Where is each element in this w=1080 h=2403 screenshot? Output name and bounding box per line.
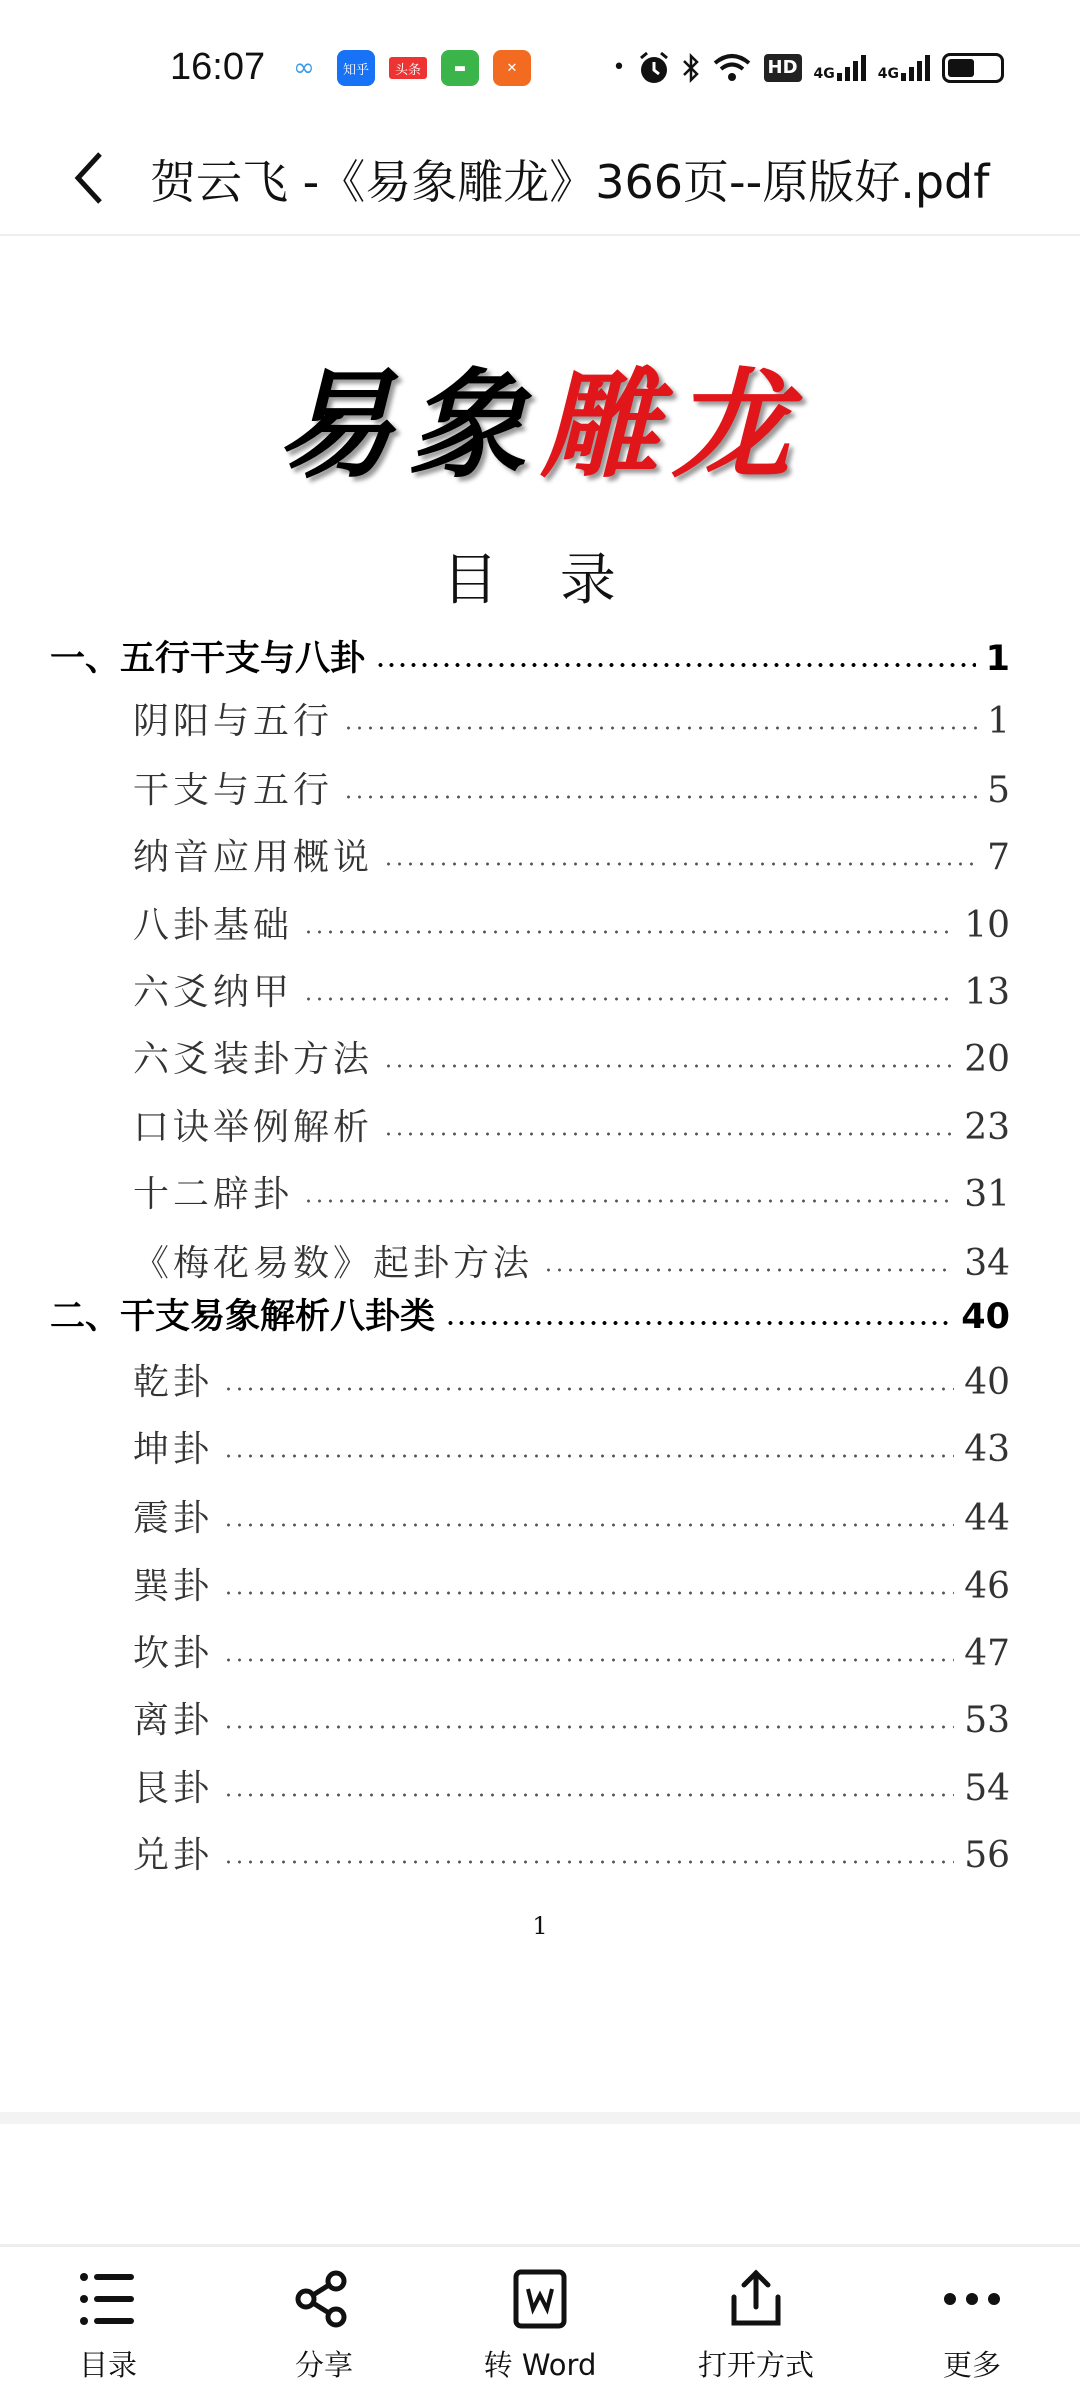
toc-entry[interactable] xyxy=(133,1035,1010,1085)
bluetooth-icon xyxy=(682,52,700,84)
toc-entry-page: 44 xyxy=(964,1498,1010,1540)
4g-signal-icon: 4G xyxy=(878,55,930,81)
status-time: 16:07 xyxy=(170,46,266,88)
toc-entry-label: 坤卦 xyxy=(133,1429,214,1471)
book-logo: 易象雕龙 xyxy=(275,355,805,494)
toc-entry[interactable] xyxy=(133,1831,1010,1881)
back-arrow-icon[interactable] xyxy=(66,148,116,208)
toc-button[interactable] xyxy=(0,2247,216,2403)
leader-dots xyxy=(383,1064,954,1068)
leader-dots xyxy=(223,1658,954,1662)
leader-dots xyxy=(223,1725,954,1729)
leader-dots xyxy=(223,1793,954,1797)
leader-dots xyxy=(543,1268,954,1272)
toc-entry[interactable] xyxy=(133,1425,1010,1475)
toc-entry-page: 46 xyxy=(964,1565,1010,1607)
toc-entry-label: 二、干支易象解析八卦类 xyxy=(50,1297,436,1338)
toc-entry[interactable] xyxy=(133,833,1010,883)
status-bar xyxy=(0,40,1080,96)
bottom-toolbar xyxy=(0,2244,1080,2400)
toc-entry-page: 53 xyxy=(964,1700,1010,1742)
leader-dots xyxy=(343,795,977,799)
toc-entry-label: 六爻纳甲 xyxy=(133,971,294,1013)
convert-word-button[interactable] xyxy=(432,2247,648,2403)
toc-entry-label: 兑卦 xyxy=(133,1834,214,1876)
toc-entry-page: 1 xyxy=(987,701,1010,743)
share-button-label: 分享 xyxy=(294,2348,353,2382)
toc-entry-page: 43 xyxy=(964,1429,1010,1471)
toc-entry-label: 八卦基础 xyxy=(133,904,294,946)
toc-entry-page: 54 xyxy=(964,1767,1010,1809)
battery-icon xyxy=(942,53,1004,83)
toc-entry-label: 六爻装卦方法 xyxy=(133,1039,374,1081)
share-icon xyxy=(294,2269,354,2329)
toc-entry-page: 20 xyxy=(964,1039,1010,1081)
toc-entry[interactable] xyxy=(133,968,1010,1018)
toc-entry-label: 《梅花易数》起卦方法 xyxy=(133,1242,534,1284)
leader-dots xyxy=(303,930,954,934)
leader-dots xyxy=(383,1132,954,1136)
toc-entry-page: 34 xyxy=(964,1242,1010,1284)
toc-entry-page: 13 xyxy=(964,971,1010,1013)
game-icon: ✕ xyxy=(493,50,531,86)
share-button[interactable] xyxy=(216,2247,432,2403)
more-button-label: 更多 xyxy=(942,2348,1001,2382)
toc-entry-label: 一、五行干支与八卦 xyxy=(50,639,366,680)
leader-dots xyxy=(343,726,977,730)
leader-dots xyxy=(445,1321,951,1325)
system-indicators xyxy=(613,48,1004,88)
open-with-button[interactable] xyxy=(648,2247,864,2403)
notification-icons xyxy=(285,50,531,86)
toc-entry-label: 十二辟卦 xyxy=(133,1173,294,1215)
document-title: 贺云飞 -《易象雕龙》366页--原版好.pdf xyxy=(150,155,990,209)
toc-entry[interactable] xyxy=(133,1764,1010,1814)
zhihu-icon: 知乎 xyxy=(337,50,375,86)
toc-entry[interactable] xyxy=(133,901,1010,951)
alarm-icon xyxy=(638,51,670,85)
toc-entry-label: 离卦 xyxy=(133,1700,214,1742)
hd-icon: HD xyxy=(764,54,802,82)
leader-dots xyxy=(375,663,976,667)
toc-entry[interactable] xyxy=(133,1629,1010,1679)
page-number: 1 xyxy=(532,1912,548,1940)
4g-signal-icon: 4G xyxy=(814,55,866,81)
toc-entry[interactable] xyxy=(133,1562,1010,1612)
toc-entry[interactable] xyxy=(133,1358,1010,1408)
messages-icon: ▬ xyxy=(441,50,479,86)
toc-entry-label: 坎卦 xyxy=(133,1632,214,1674)
leader-dots xyxy=(223,1454,954,1458)
open-with-button-label: 打开方式 xyxy=(697,2348,814,2382)
toc-entry[interactable] xyxy=(50,1292,1010,1342)
toc-entry[interactable] xyxy=(133,1696,1010,1746)
list-icon xyxy=(78,2269,138,2329)
toc-entry[interactable] xyxy=(133,1103,1010,1153)
toc-entry-page: 23 xyxy=(964,1106,1010,1148)
more-icon xyxy=(942,2269,1002,2329)
toc-entry[interactable] xyxy=(133,1239,1010,1289)
leader-dots xyxy=(223,1523,954,1527)
toc-entry-page: 47 xyxy=(964,1632,1010,1674)
word-icon xyxy=(510,2269,570,2329)
toc-entry-page: 40 xyxy=(964,1362,1010,1404)
toc-entry[interactable] xyxy=(133,697,1010,747)
toc-entry-page: 1 xyxy=(985,639,1010,680)
toc-entry[interactable] xyxy=(50,634,1010,684)
toc-entry-label: 干支与五行 xyxy=(133,770,334,811)
toc-entry-label: 乾卦 xyxy=(133,1362,214,1404)
toc-entry-page: 10 xyxy=(964,904,1010,946)
leader-dots xyxy=(383,862,977,866)
toc-entry[interactable] xyxy=(133,766,1010,816)
toc-entry[interactable] xyxy=(133,1170,1010,1220)
toc-heading: 目 录 xyxy=(442,548,638,613)
toc-entry[interactable] xyxy=(133,1494,1010,1544)
leader-dots xyxy=(303,1199,954,1203)
toc-button-label: 目录 xyxy=(78,2348,137,2382)
toc-entry-label: 巽卦 xyxy=(133,1565,214,1607)
wifi-icon xyxy=(712,52,752,84)
dot-icon: • xyxy=(612,55,626,80)
leader-dots xyxy=(223,1860,954,1864)
toc-entry-page: 31 xyxy=(964,1173,1010,1215)
title-bar xyxy=(0,120,1080,236)
leader-dots xyxy=(223,1387,954,1391)
toc-entry-label: 纳音应用概说 xyxy=(133,837,374,879)
toc-entry-label: 艮卦 xyxy=(133,1767,214,1809)
convert-word-button-label: 转 Word xyxy=(483,2348,597,2382)
leader-dots xyxy=(303,997,954,1001)
more-button[interactable] xyxy=(864,2247,1080,2403)
page-gap xyxy=(0,2112,1080,2124)
toc-entry-label: 口诀举例解析 xyxy=(133,1106,374,1148)
toc-entry-page: 5 xyxy=(987,770,1010,811)
toutiao-icon: 头条 xyxy=(389,57,427,79)
open-with-icon xyxy=(726,2269,786,2329)
toc-entry-page: 56 xyxy=(964,1834,1010,1876)
toc-entry-page: 7 xyxy=(987,837,1010,879)
leader-dots xyxy=(223,1591,954,1595)
toc-entry-label: 阴阳与五行 xyxy=(133,701,334,743)
toc-entry-label: 震卦 xyxy=(133,1498,214,1540)
toc-entry-page: 40 xyxy=(961,1297,1010,1338)
baidu-netdisk-icon: ∞ xyxy=(293,53,315,83)
